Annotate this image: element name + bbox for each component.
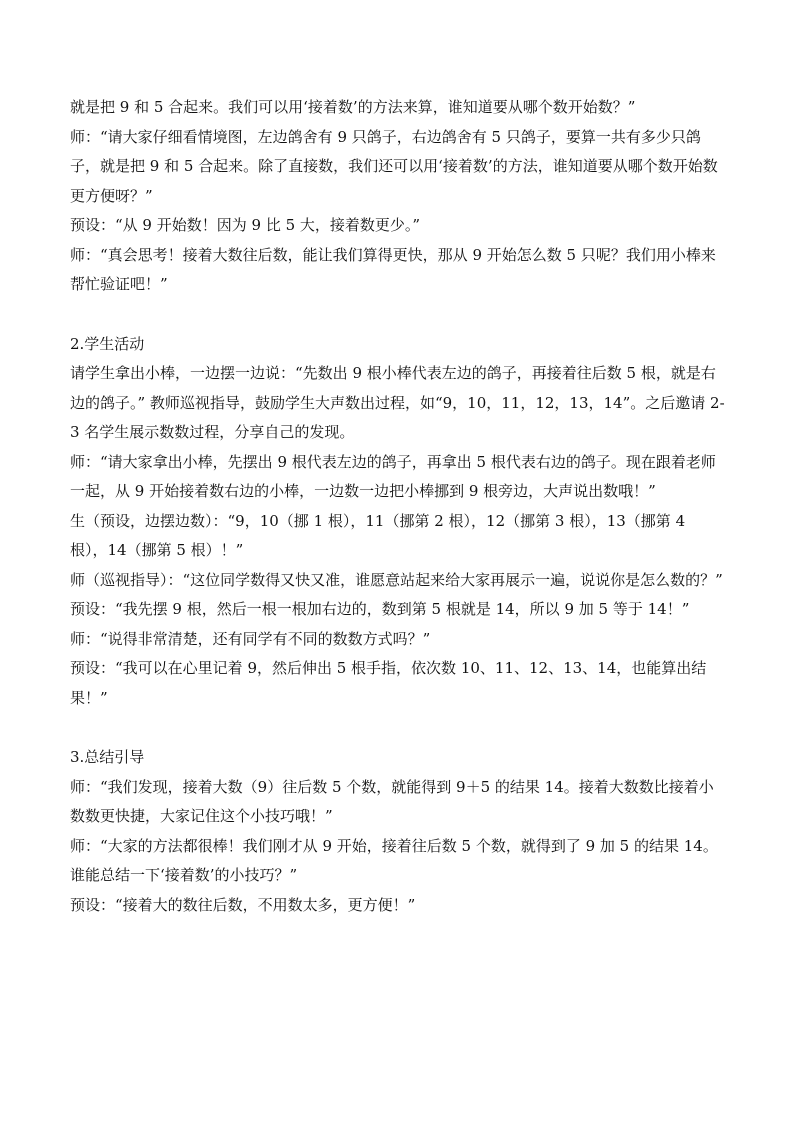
paragraph: 预设：“我可以在心里记着 9，然后伸出 5 根手指，依次数 10、11、12、13、14，也能算出结果！” — [70, 659, 707, 707]
spacer — [70, 300, 726, 330]
paragraph: 师：“真会思考！接着大数往后数，能让我们算得更快，那从 9 开始怎么数 5 只呢？我们用小棒来帮忙验证吧！” — [70, 245, 716, 293]
paragraph: 请学生拿出小棒，一边摆一边说：“先数出 9 根小棒代表左边的鸽子，再接着往后数 5 根，就是右边的鸽子。” 教师巡视指导，鼓励学生大声数出过程，如“9，10，11，12，13，14”。之后邀请 2-3 名学生展示数数过程，分享自己的发现。 — [70, 364, 725, 441]
spacer — [70, 713, 726, 743]
paragraph: 预设：“我先摆 9 根，然后一根一根加右边的，数到第 5 根就是 14，所以 9 加 5 等于 14！” — [70, 600, 690, 618]
paragraph: 师：“请大家仔细看情境图，左边鸽舍有 9 只鸽子，右边鸽舍有 5 只鸽子，要算一共有多少只鸽子，就是把 9 和 5 合起来。除了直接数，我们还可以用‘接着数’的方法，谁知道要从哪个数开始数更方便呀？” — [70, 127, 718, 205]
paragraph: 师：“我们发现，接着大数（9）往后数 5 个数，就能得到 9＋5 的结果 14。接着大数数比接着小数数更快捷，大家记住这个小技巧哦！” — [70, 777, 714, 825]
document-body — [70, 93, 726, 920]
paragraph: 师（巡视指导）：“这位同学数得又快又准，谁愿意站起来给大家再展示一遍，说说你是怎么数的？” — [70, 570, 723, 589]
section-heading-2: 2.学生活动 — [70, 334, 145, 353]
paragraph: 生（预设，边摆边数）：“9，10（挪 1 根），11（挪第 2 根），12（挪第 3 根），13（挪第 4 根），14（挪第 5 根）！” — [70, 511, 686, 559]
paragraph: 就是把 9 和 5 合起来。我们可以用‘接着数’的方法来算，谁知道要从哪个数开始数？” — [70, 98, 636, 116]
paragraph: 师：“大家的方法都很棒！我们刚才从 9 开始，接着往后数 5 个数，就得到了 9 加 5 的结果 14。谁能总结一下‘接着数’的小技巧？” — [70, 836, 718, 884]
paragraph: 预设：“接着大的数往后数，不用数太多，更方便！” — [70, 895, 416, 914]
section-heading-3: 3.总结引导 — [70, 748, 145, 766]
paragraph: 预设：“从 9 开始数！因为 9 比 5 大，接着数更少。” — [70, 216, 421, 234]
paragraph: 师：“说得非常清楚，还有同学有不同的数数方式吗？” — [70, 629, 431, 648]
paragraph: 师：“请大家拿出小棒，先摆出 9 根代表左边的鸽子，再拿出 5 根代表右边的鸽子。现在跟着老师一起，从 9 开始接着数右边的小棒，一边数一边把小棒挪到 9 根旁边，大声说出数哦！” — [70, 452, 716, 500]
